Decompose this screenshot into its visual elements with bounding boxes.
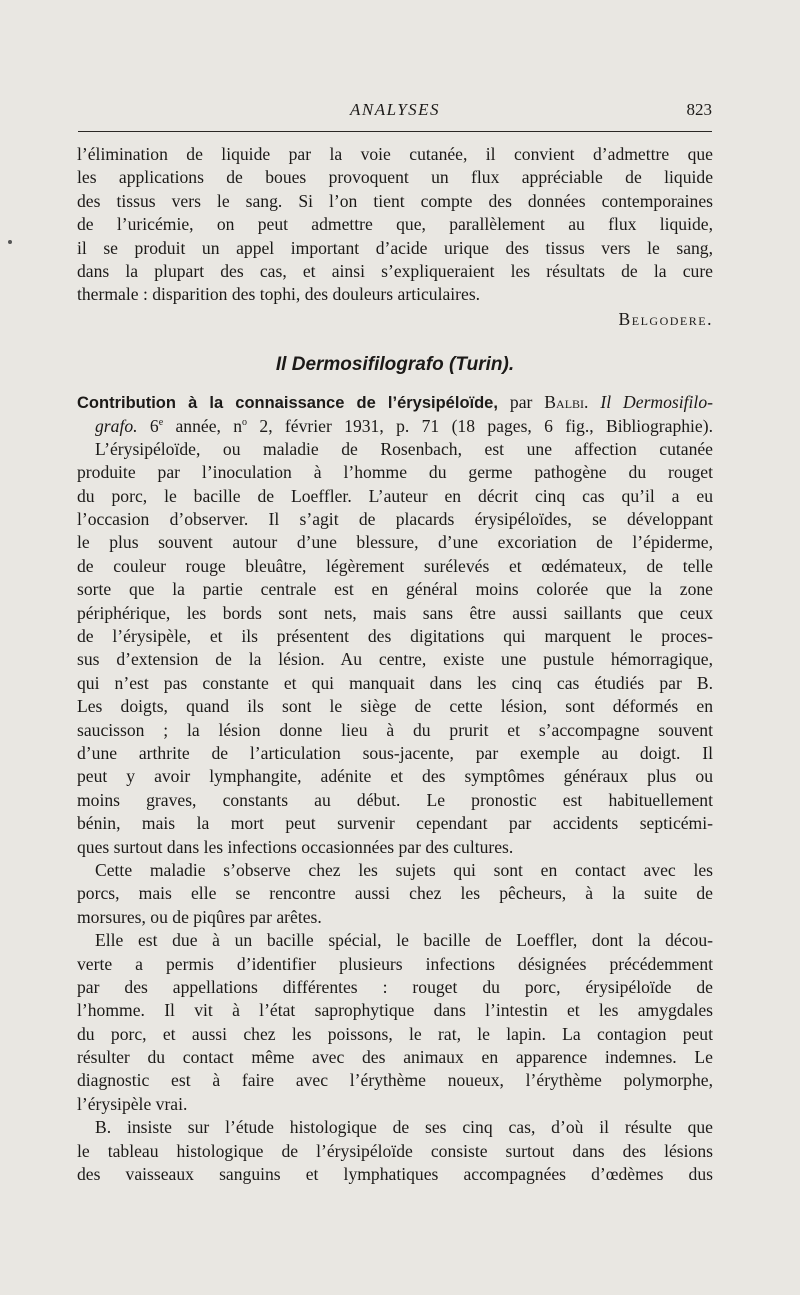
text-line: L’érysipéloïde, ou maladie de Rosenbach, est une affection cutanée bbox=[95, 438, 713, 459]
text-line: qui n’est pas constante et qui manquait dans les cinq cas étudiés par B. bbox=[77, 672, 713, 693]
margin-speck bbox=[8, 240, 12, 244]
text-line: périphérique, les bords sont nets, mais sans être aussi saillants que ceux bbox=[77, 602, 713, 623]
running-head bbox=[78, 100, 712, 124]
running-title: ANALYSES bbox=[349, 100, 441, 119]
paragraph-3 bbox=[77, 859, 713, 929]
entry-author: Balbi. bbox=[544, 392, 589, 413]
text-line: de l’érysipèle, et ils présentent des digitations qui marquent le proces- bbox=[77, 626, 713, 647]
text-line: produite par l’inoculation à l’homme du germe pathogène du rouget bbox=[77, 462, 713, 483]
entry-volume-sup: e bbox=[158, 416, 164, 428]
text-line: verte a permis d’identifier plusieurs infections désignées précédemment bbox=[77, 953, 713, 974]
text-line: saucisson ; la lésion donne lieu à du prurit et s’accompagne souvent bbox=[77, 719, 713, 740]
entry-details: 2, février 1931, p. 71 (18 pages, 6 fig., Bibliographie). bbox=[247, 415, 713, 436]
text-line: les applications de boues provoquent un flux appréciable de liquide bbox=[77, 167, 713, 188]
text-line: d’une arthrite de l’articulation sous-jacente, par exemple au doigt. Il bbox=[77, 742, 713, 763]
text-line: il se produit un appel important d’acide urique des tissus vers le sang, bbox=[77, 237, 713, 258]
text-line: Cette maladie s’observe chez les sujets qui sont en contact avec les bbox=[95, 859, 713, 880]
paragraph-4 bbox=[77, 929, 713, 1116]
section-title: Il Dermosifilografo (Turin). bbox=[275, 354, 515, 376]
entry-volume-rest: année, n bbox=[163, 415, 243, 436]
body-text bbox=[77, 143, 713, 1186]
text-line: l’élimination de liquide par la voie cutanée, il convient d’admettre que bbox=[77, 144, 713, 164]
entry-volume: 6 bbox=[149, 415, 159, 436]
text-line: morsures, ou de piqûres par arêtes. bbox=[77, 906, 322, 927]
text-line: ques surtout dans les infections occasionnées par des cultures. bbox=[77, 836, 514, 857]
text-line: thermale : disparition des tophi, des douleurs articulaires. bbox=[77, 284, 481, 305]
text-line: moins graves, constants au début. Le pronostic est habituellement bbox=[77, 789, 713, 810]
header-rule bbox=[78, 131, 712, 132]
text-line: de couleur rouge bleuâtre, légèrement surélevés et œdémateux, de telle bbox=[77, 555, 713, 576]
entry-heading-line-2 bbox=[77, 415, 713, 438]
paragraph-1 bbox=[77, 143, 713, 331]
text-line: porcs, mais elle se rencontre aussi chez les pêcheurs, à la suite de bbox=[77, 883, 713, 904]
text-line: de l’uricémie, on peut admettre que, parallèlement au flux liquide, bbox=[77, 214, 713, 235]
text-line: du porc, le bacille de Loeffler. L’auteur en décrit cinq cas qu’il a eu bbox=[77, 485, 713, 506]
entry-journal: Il Dermosifilo- bbox=[600, 392, 713, 413]
text-line: Elle est due à un bacille spécial, le bacille de Loeffler, dont la décou- bbox=[95, 930, 713, 951]
entry-heading bbox=[77, 391, 713, 438]
text-line: du porc, et aussi chez les poissons, le rat, le lapin. La contagion peut bbox=[77, 1023, 713, 1044]
text-line: le plus souvent autour d’une blessure, d’une excoriation de l’épiderme, bbox=[77, 532, 713, 553]
text-line: des vaisseaux sanguins et lymphatiques accompagnées d’œdèmes dus bbox=[77, 1164, 713, 1185]
entry-journal-cont: grafo. bbox=[95, 415, 138, 436]
text-line: résulter du contact même avec des animaux en apparence indemnes. Le bbox=[77, 1047, 713, 1068]
text-line: B. insiste sur l’étude histologique de ses cinq cas, d’où il résulte que bbox=[95, 1117, 713, 1138]
text-line: sus d’extension de la lésion. Au centre, existe une pustule hémorragique, bbox=[77, 649, 713, 670]
text-line: le tableau histologique de l’érysipéloïde consiste surtout dans des lésions bbox=[77, 1140, 713, 1161]
text-line: par des appellations différentes : rouget du porc, érysipéloïde de bbox=[77, 976, 713, 997]
entry-par: par bbox=[509, 392, 533, 413]
text-line: l’érysipèle vrai. bbox=[77, 1093, 188, 1114]
text-line: Les doigts, quand ils sont le siège de cette lésion, sont déformés en bbox=[77, 696, 713, 717]
review-signature: Belgodere. bbox=[618, 308, 713, 329]
entry-heading-line-1 bbox=[77, 391, 713, 414]
text-line: sorte que la partie centrale est en général moins colorée que la zone bbox=[77, 579, 713, 600]
text-line: diagnostic est à faire avec l’érythème noueux, l’érythème polymorphe, bbox=[77, 1070, 713, 1091]
page-number: 823 bbox=[686, 100, 712, 119]
paragraph-5 bbox=[77, 1116, 713, 1186]
text-line: peut y avoir lymphangite, adénite et des symptômes généraux plus ou bbox=[77, 766, 713, 787]
text-line: dans la plupart des cas, et ainsi s’expliqueraient les résultats de la cure bbox=[77, 260, 713, 281]
entry-title: Contribution à la connaissance de l’érysipéloïde, bbox=[77, 394, 498, 413]
paragraph-2 bbox=[77, 438, 713, 859]
text-line: des tissus vers le sang. Si l’on tient compte des données contemporaines bbox=[77, 190, 713, 211]
text-line: l’occasion d’observer. Il s’agit de placards érysipéloïdes, se développant bbox=[77, 509, 713, 530]
entry-number-sup: o bbox=[242, 416, 248, 428]
text-line: bénin, mais la mort peut survenir cependant par accidents septicémi- bbox=[77, 813, 713, 834]
text-line: l’homme. Il vit à l’état saprophytique dans l’intestin et les amygdales bbox=[77, 1000, 713, 1021]
